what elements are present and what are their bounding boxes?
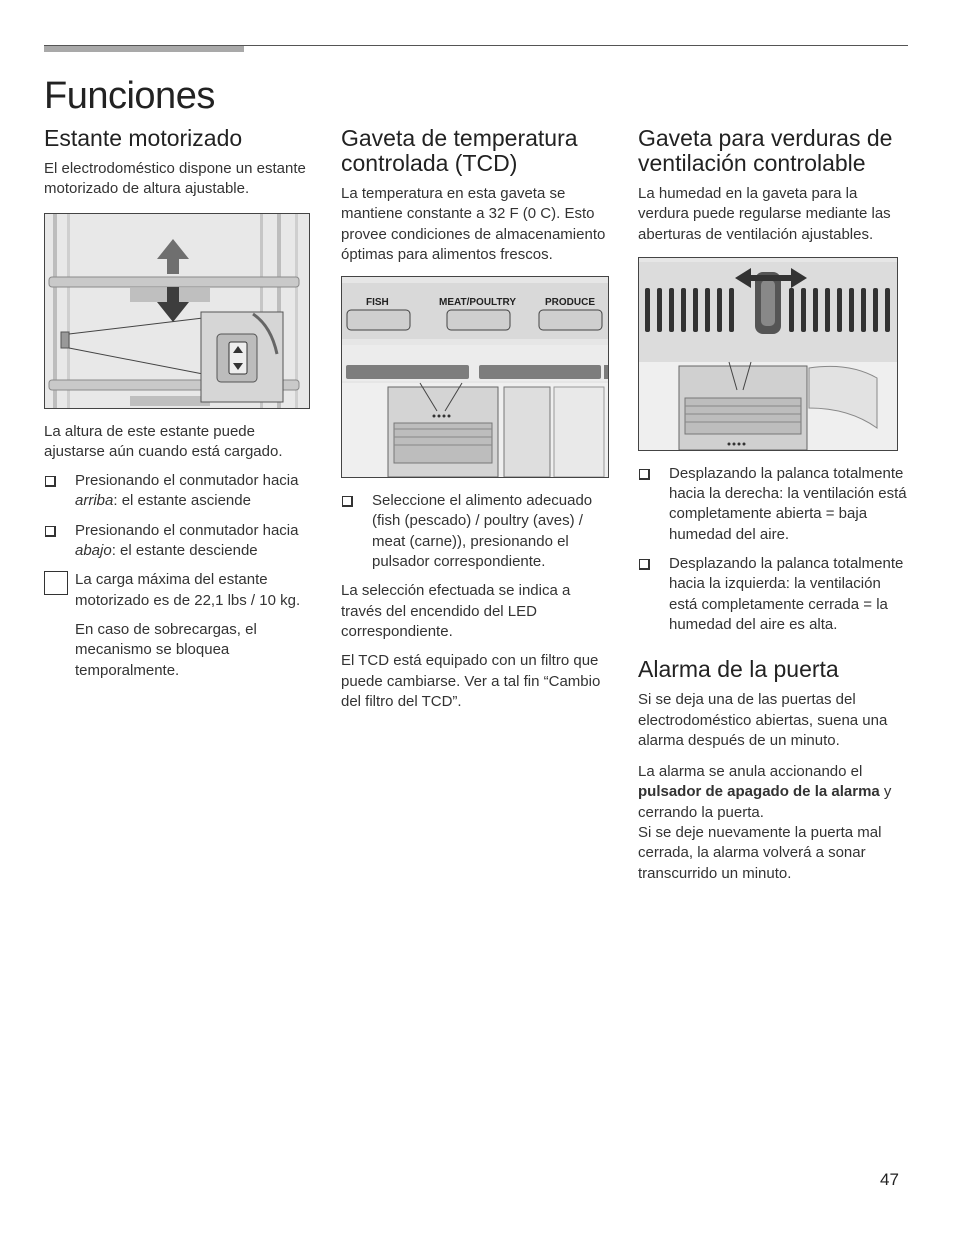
page-number: 47 — [880, 1170, 899, 1189]
meat-button-icon — [447, 310, 510, 330]
list-item: Presionando el conmutador hacia abajo: el estante desciende — [44, 521, 316, 562]
section-tcd — [341, 126, 613, 721]
note-text-2: En caso de sobrecargas, el mecanismo se bloquea temporalmente. — [75, 620, 257, 679]
body-text-2: La alarma se anula accionando el pulsador de apagado de la alarma y cerrando la puerta. — [638, 763, 892, 821]
produce-label: PRODUCE — [545, 297, 596, 309]
body-text-3: Si se deje nuevamente la puerta mal cerrada, la alarma volverá a sonar transcurrido un minuto. — [638, 824, 882, 882]
list-item: Seleccione el alimento adecuado (fish (pescado) / poultry (aves) / meat (carne)), presionando el pulsador correspondiente. — [341, 491, 613, 572]
section-heading: Gaveta para verduras de ventilación controlable — [638, 125, 893, 176]
list-item: Desplazando la palanca totalmente hacia la izquierda: la ventilación está completamente cerrada = la humedad del aire es alta. — [638, 554, 910, 635]
instruction-list — [44, 471, 316, 561]
section-intro: El electrodoméstico dispone un estante motorizado de altura ajustable. — [44, 160, 306, 198]
crisper-vent-illustration — [638, 257, 898, 451]
meat-poultry-label: MEAT/POULTRY — [439, 297, 517, 309]
after-figure-text: La altura de este estante puede ajustarse aún cuando está cargado. — [44, 422, 283, 460]
list-item: Desplazando la palanca totalmente hacia la derecha: la ventilación está completamente abierta = baja humedad del aire. — [638, 464, 910, 545]
produce-button-icon — [539, 310, 602, 330]
body-text: Si se deja una de las puertas del electrodoméstico abiertas, suena una alarma después de un minuto. — [638, 691, 888, 749]
section-motorized-shelf — [44, 126, 316, 690]
instruction-list — [341, 491, 613, 572]
list-item: Presionando el conmutador hacia arriba: el estante asciende — [44, 471, 316, 512]
body-text-2: El TCD está equipado con un filtro que puede cambiarse. Ver a tal fin “Cambio del filtro del TCD”. — [341, 652, 601, 710]
section-heading: Gaveta de temperatura controlada (TCD) — [341, 125, 578, 176]
motorized-shelf-illustration — [44, 213, 310, 409]
note-text: La carga máxima del estante motorizado es de 22,1 lbs / 10 kg. — [75, 571, 301, 609]
section-intro: La humedad en la gaveta para la verdura puede regularse mediante las aberturas de ventilación ajustables. — [638, 185, 891, 243]
header-accent-bar — [44, 46, 244, 52]
note-icon — [44, 571, 68, 595]
section-heading-door-alarm: Alarma de la puerta — [638, 656, 839, 683]
fish-label: FISH — [366, 297, 389, 309]
note-block — [44, 570, 316, 680]
section-crisper-drawer — [638, 126, 910, 893]
section-intro: La temperatura en esta gaveta se mantiene constante a 32 F (0 C). Esto provee condiciones de almacenamiento óptimas para alimentos frescos. — [341, 185, 606, 263]
tcd-drawer-illustration — [341, 276, 609, 478]
fish-button-icon — [347, 310, 410, 330]
body-text: La selección efectuada se indica a través del encendido del LED correspondiente. — [341, 582, 571, 640]
instruction-list — [638, 464, 910, 635]
section-heading: Estante motorizado — [44, 125, 243, 151]
page-title: Funciones — [44, 75, 215, 117]
